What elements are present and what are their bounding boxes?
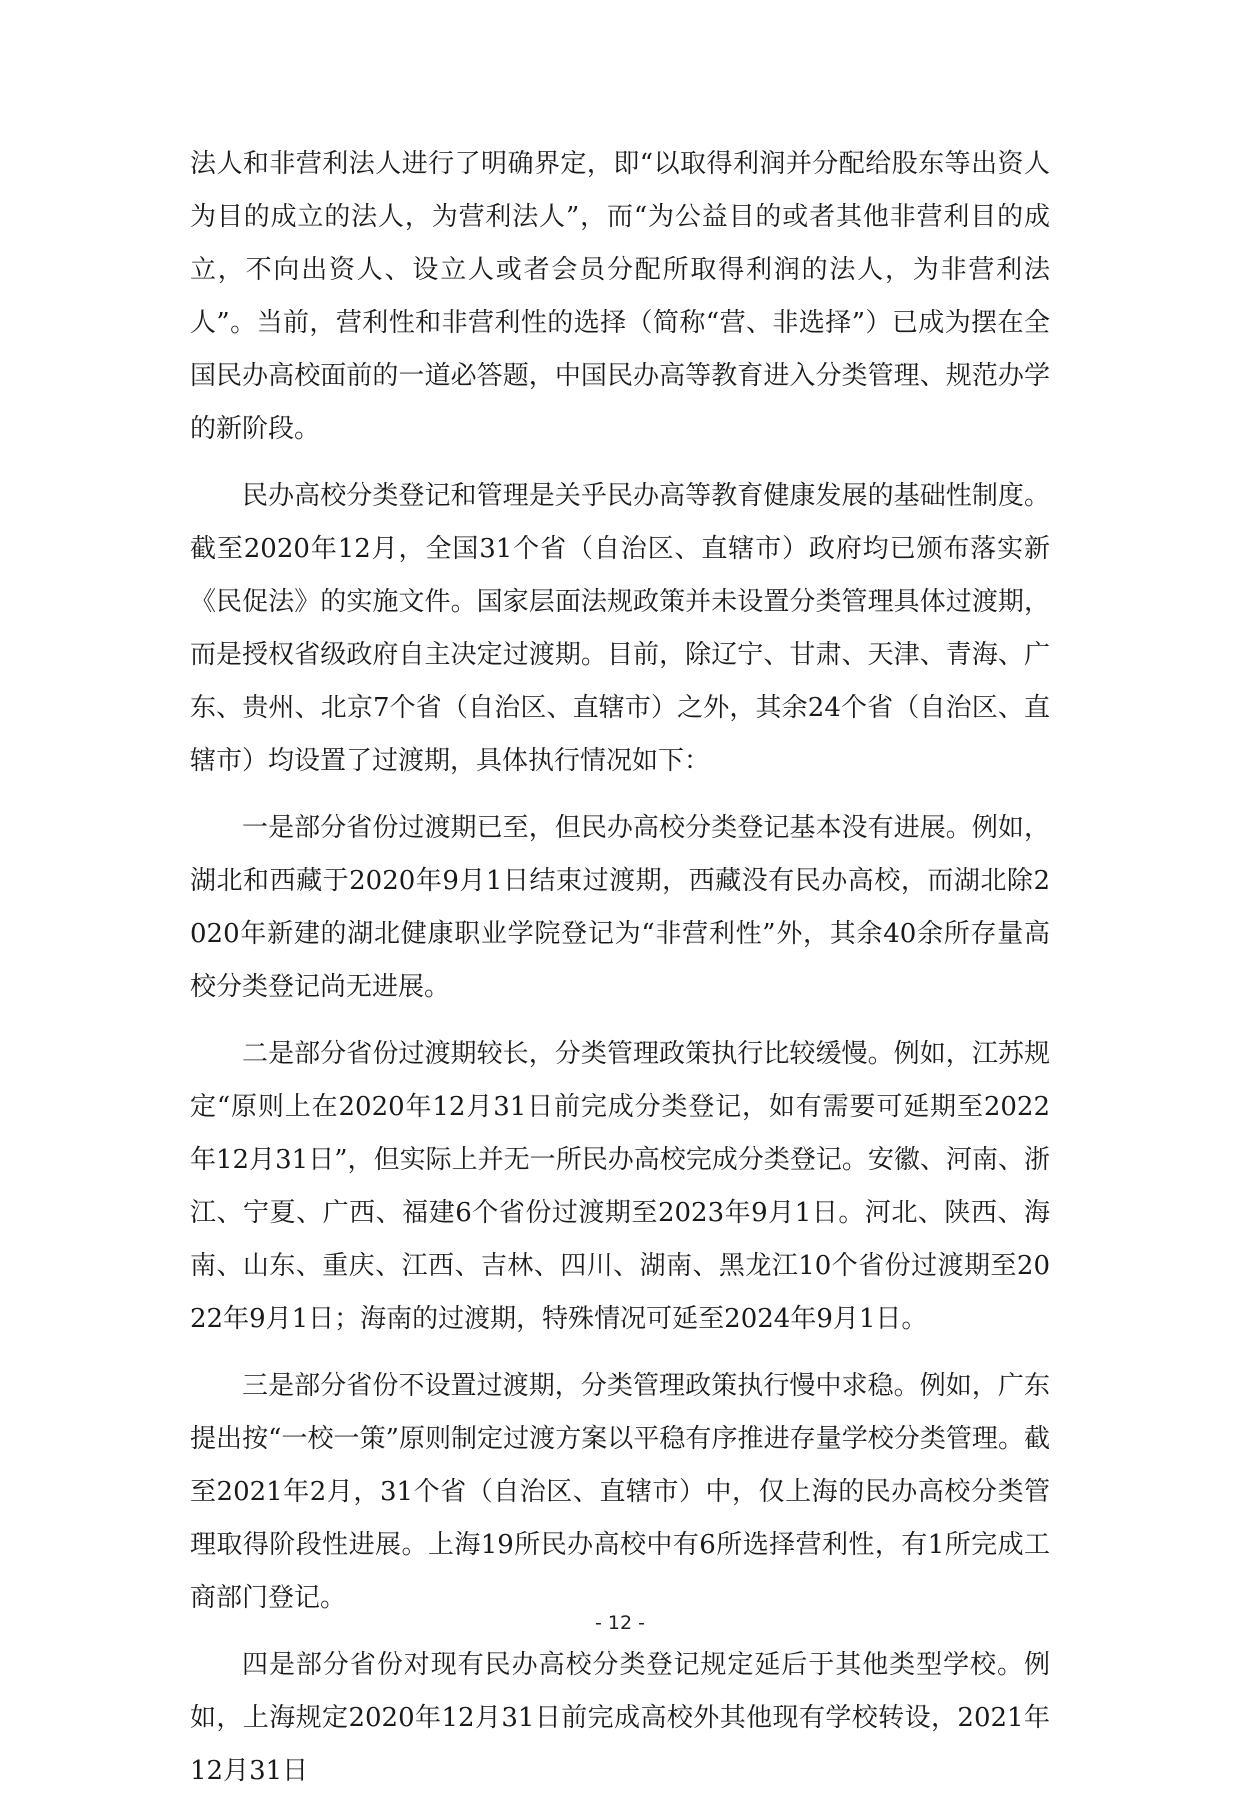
paragraph-continuation: 法人和非营利法人进行了明确界定，即“以取得利润并分配给股东等出资人为目的成立的法人，为营利法人”，而“为公益目的或者其他非营利目的成立，不向出资人、设立人或者会员分配所取得利润的法人，为非营利法人”。当前，营利性和非营利性的选择（简称“营、非选择”）已成为摆在全国民办高校面前的一道必答题，中国民办高等教育进入分类管理、规范办学的新阶段。 [190, 149, 1050, 444]
paragraph-point-two: 二是部分省份过渡期较长，分类管理政策执行比较缓慢。例如，江苏规定“原则上在2020年12月31日前完成分类登记，如有需要可延期至2022年12月31日”，但实际上并无一所民办高校完成分类登记。安徽、河南、浙江、宁夏、广西、福建6个省份过渡期至2023年9月1日。河北、陕西、海南、山东、重庆、江西、吉林、四川、湖南、黑龙江10个省份过渡期至2022年9月1日；海南的过渡期，特殊情况可延至2024年9月1日。 [190, 1039, 1050, 1334]
paragraph-point-three: 三是部分省份不设置过渡期，分类管理政策执行慢中求稳。例如，广东提出按“一校一策”原则制定过渡方案以平稳有序推进存量学校分类管理。截至2021年2月，31个省（自治区、直辖市）中，仅上海的民办高校分类管理取得阶段性进展。上海19所民办高校中有6所选择营利性，有1所完成工商部门登记。 [190, 1371, 1050, 1613]
paragraph-point-four: 四是部分省份对现有民办高校分类登记规定延后于其他类型学校。例如，上海规定2020年12月31日前完成高校外其他现有学校转设，2021年12月31日 [190, 1650, 1050, 1786]
page-number: - 12 - [595, 1612, 645, 1634]
paragraph-point-one: 一是部分省份过渡期已至，但民办高校分类登记基本没有进展。例如，湖北和西藏于2020年9月1日结束过渡期，西藏没有民办高校，而湖北除2020年新建的湖北健康职业学院登记为“非营利性”外，其余40余所存量高校分类登记尚无进展。 [190, 813, 1050, 1002]
paragraph-classification-overview: 民办高校分类登记和管理是关乎民办高等教育健康发展的基础性制度。截至2020年12月，全国31个省（自治区、直辖市）政府均已颁布落实新《民促法》的实施文件。国家层面法规政策并未设置分类管理具体过渡期，而是授权省级政府自主决定过渡期。目前，除辽宁、甘肃、天津、青海、广东、贵州、北京7个省（自治区、直辖市）之外，其余24个省（自治区、直辖市）均设置了过渡期，具体执行情况如下： [190, 481, 1050, 776]
document-body [190, 138, 1050, 1812]
